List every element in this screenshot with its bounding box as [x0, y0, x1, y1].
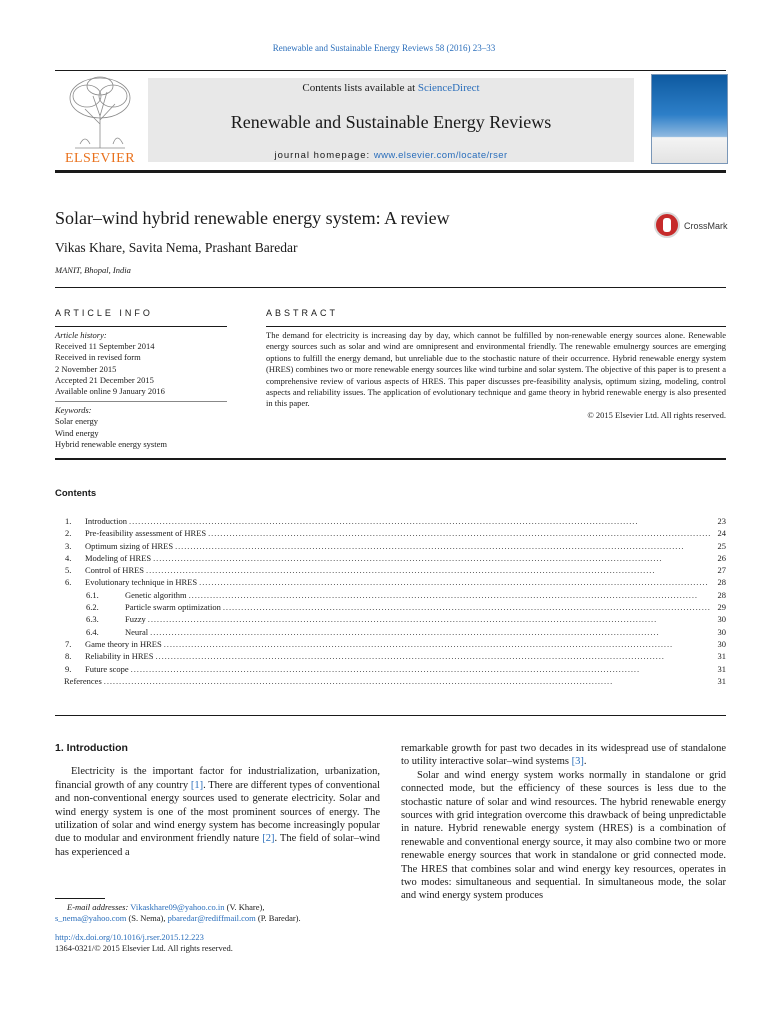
- toc-page-number: 24: [717, 528, 726, 539]
- body-paragraph: Solar and wind energy system works normally in standalone or grid connected mode, but the efficiency of these sources is less due to the stochastic nature of solar and wind resources. The hybrid renewable energy sources with grid integration overcome this drawback of being unpredictable in nature. Hybrid renewable energy system (HRES) is a combination of renewable and conventional energy source, it may also combine two or more renewable energy sources that work in standalone or grid connected mode. The HRES that combines solar and wind energy key resources, operates in two modes: simultaneous and sequential. In simultaneous mode, the solar and wind energy system produces: [401, 769, 726, 902]
- article-history-label: Article history:: [55, 330, 107, 340]
- email-link[interactable]: pbaredar@rediffmail.com: [167, 913, 256, 923]
- paper-title: Solar–wind hybrid renewable energy system: A review: [55, 208, 450, 228]
- email-link[interactable]: s_nema@yahoo.com: [55, 913, 127, 923]
- toc-page-number: 31: [717, 675, 726, 686]
- elsevier-tree-logo: [55, 74, 145, 166]
- toc-label: Evolutionary technique in HRES: [85, 577, 198, 588]
- toc-number: 9.: [65, 663, 72, 674]
- toc-label: Modeling of HRES: [85, 552, 152, 563]
- toc-label: Game theory in HRES: [85, 638, 162, 649]
- journal-title: Renewable and Sustainable Energy Reviews: [230, 112, 552, 132]
- toc-number: 2.: [65, 528, 72, 539]
- journal-homepage-line: [148, 150, 634, 161]
- toc-page-number: 25: [717, 540, 726, 551]
- history-line: Received 11 September 2014: [55, 341, 155, 352]
- citation-link[interactable]: [2]: [262, 833, 275, 845]
- history-line: Available online 9 January 2016: [55, 386, 165, 397]
- toc-leader-dots: [104, 676, 710, 686]
- toc-page-number: 28: [717, 589, 726, 600]
- toc-page-number: 26: [717, 552, 726, 563]
- keywords-rule: [55, 401, 227, 402]
- toc-page-number: 31: [717, 663, 726, 674]
- affiliation: MANIT, Bhopal, India: [55, 265, 131, 275]
- abstract: [266, 308, 726, 421]
- toc-entry[interactable]: [55, 553, 726, 565]
- journal-homepage-link[interactable]: www.elsevier.com/locate/rser: [373, 150, 508, 161]
- toc-entry[interactable]: [55, 664, 726, 676]
- sciencedirect-link[interactable]: ScienceDirect: [417, 82, 480, 94]
- toc-entry[interactable]: [55, 528, 726, 540]
- toc-page-number: 30: [717, 626, 726, 637]
- toc-entry[interactable]: [55, 651, 726, 663]
- article-info: [55, 308, 227, 450]
- toc-leader-dots: [131, 664, 710, 674]
- body-paragraph: Electricity is the important factor for industrialization, urbanization, financial growth of any country [1]. There are different types of conventional and non-conventional energy sources used to generate electricity. Solar and wind energy system is one of the most prominent sources of energy. The utilization of solar and wind energy system has become increasingly popular due to modular and environment friendly nature [2]. The field of solar–wind has experienced a: [55, 766, 380, 858]
- abstract-heading: ABSTRACT: [266, 308, 339, 318]
- toc-number: 6.4.: [86, 626, 99, 637]
- contents-rule: [55, 715, 726, 716]
- toc-page-number: 28: [717, 577, 726, 588]
- toc-number: 7.: [65, 638, 72, 649]
- toc-number: 4.: [65, 552, 72, 563]
- citation-link[interactable]: [3]: [571, 756, 584, 768]
- toc-number: 6.1.: [86, 589, 99, 600]
- toc-number: 5.: [65, 565, 72, 576]
- keyword: Wind energy: [55, 427, 99, 438]
- toc-entry[interactable]: [55, 565, 726, 577]
- title-rule: [55, 287, 726, 288]
- history-line: Accepted 21 December 2015: [55, 374, 154, 385]
- toc-leader-dots: [199, 577, 710, 587]
- toc-leader-dots: [189, 590, 710, 600]
- history-line: Received in revised form: [55, 352, 141, 363]
- toc-number: 1.: [65, 516, 72, 526]
- toc-page-number: 30: [717, 614, 726, 625]
- toc-leader-dots: [150, 627, 710, 637]
- toc-entry[interactable]: [55, 577, 726, 589]
- toc-label: Particle swarm optimization: [125, 602, 221, 613]
- toc-leader-dots: [223, 602, 710, 612]
- toc-number: 6.3.: [86, 614, 99, 625]
- toc-page-number: 30: [717, 638, 726, 649]
- body-column-left: [55, 742, 380, 859]
- toc-label: Reliability in HRES: [85, 651, 154, 662]
- toc-leader-dots: [146, 565, 710, 575]
- journal-cover-thumbnail[interactable]: [651, 74, 728, 164]
- toc-page-number: 29: [717, 602, 726, 613]
- toc-label: Neural: [125, 626, 149, 637]
- body-column-right: [401, 742, 726, 903]
- toc-number: 6.2.: [86, 602, 99, 613]
- toc-page-number: 27: [717, 565, 726, 576]
- footnote-rule: [55, 898, 105, 899]
- toc-leader-dots: [155, 651, 710, 661]
- toc-entry[interactable]: [55, 516, 726, 528]
- top-rule: [55, 70, 726, 71]
- elsevier-wordmark: ELSEVIER: [64, 151, 136, 166]
- doi-block: [55, 932, 233, 954]
- toc-label: Optimum sizing of HRES: [85, 540, 174, 551]
- toc-number: 3.: [65, 540, 72, 551]
- toc-label: Pre-feasibility assessment of HRES: [85, 528, 207, 539]
- toc-label: Future scope: [85, 663, 129, 674]
- masthead: [55, 74, 726, 166]
- contents-available-line: [148, 82, 634, 94]
- doi-link[interactable]: http://dx.doi.org/10.1016/j.rser.2015.12.223: [55, 932, 204, 942]
- abstract-rule-bottom: [55, 458, 726, 460]
- homepage-prefix: journal homepage:: [274, 150, 371, 161]
- toc-entry[interactable]: [55, 590, 726, 602]
- toc-leader-dots: [153, 553, 710, 563]
- table-of-contents: [55, 516, 726, 688]
- article-info-heading: ARTICLE INFO: [55, 308, 153, 318]
- article-info-rule: [55, 326, 227, 327]
- toc-label: Introduction: [85, 516, 128, 526]
- abstract-copyright: © 2015 Elsevier Ltd. All rights reserved.: [587, 409, 726, 420]
- toc-entry[interactable]: [55, 602, 726, 614]
- email-footnote: E-mail addresses: Vikaskhare09@yahoo.co.in (V. Khare), s_nema@yahoo.com (S. Nema), pbaredar@rediffmail.com (P. Baredar).: [55, 898, 380, 924]
- toc-leader-dots: [175, 541, 710, 551]
- crossmark-icon: [654, 212, 680, 238]
- toc-entry[interactable]: [55, 614, 726, 626]
- keyword: Solar energy: [55, 416, 99, 427]
- abstract-rule: [266, 326, 726, 327]
- contents-prefix: Contents lists available at: [302, 82, 416, 94]
- citation-link[interactable]: [1]: [190, 779, 204, 791]
- contents-heading: Contents: [55, 488, 97, 499]
- toc-leader-dots: [208, 528, 710, 538]
- abstract-text: The demand for electricity is increasing day by day, which cannot be fulfilled by non-renewable energy sources alone. Renewable energy sources such as solar and wind are omnipresent and environmental friendly. The renewable emulnergy sources are emerging options to fulfill the energy demand, but unreliable due to the stochastic nature of their occurrence. Hybrid renewable energy system (HRES) combines two or more renewable energy sources like wind turbine and solar system. The objective of this paper is to present a comprehensive review of various aspects of HRES. This paper discusses pre-feasibility analysis, optimum sizing, modeling, control aspects and reliability issues. The application of evolutionary technique and game theory in hybrid renewable energy is also presented in this paper.: [266, 330, 726, 409]
- toc-leader-dots: [148, 614, 710, 624]
- toc-label: References: [64, 675, 102, 686]
- history-line: 2 November 2015: [55, 363, 117, 374]
- toc-entry[interactable]: [55, 676, 726, 688]
- keywords-label: Keywords:: [55, 405, 92, 416]
- crossmark-label: CrossMark: [684, 221, 728, 231]
- journal-banner: [148, 78, 634, 162]
- journal-reference[interactable]: Renewable and Sustainable Energy Reviews 58 (2016) 23–33: [272, 43, 496, 53]
- toc-number: 8.: [65, 651, 72, 662]
- keyword: Hybrid renewable energy system: [55, 438, 167, 449]
- toc-page-number: 31: [717, 651, 726, 662]
- crossmark-badge[interactable]: [654, 212, 730, 240]
- toc-entry[interactable]: [55, 627, 726, 639]
- toc-leader-dots: [164, 639, 710, 649]
- author-list: Vikas Khare, Savita Nema, Prashant Baredar: [55, 240, 298, 255]
- issn-line: 1364-0321/© 2015 Elsevier Ltd. All rights reserved.: [55, 943, 233, 953]
- toc-entry[interactable]: [55, 541, 726, 553]
- toc-label: Genetic algorithm: [125, 589, 187, 600]
- toc-number: 6.: [65, 577, 72, 588]
- toc-leader-dots: [129, 516, 710, 526]
- masthead-rule: [55, 170, 726, 173]
- toc-page-number: 23: [717, 516, 726, 526]
- introduction-heading: 1. Introduction: [55, 742, 128, 754]
- email-link[interactable]: Vikaskhare09@yahoo.co.in: [130, 902, 225, 912]
- body-paragraph: remarkable growth for past two decades in its widespread use of standalone to utility interactive solar–wind systems [3].: [401, 743, 726, 768]
- email-label: E-mail addresses:: [67, 902, 129, 912]
- toc-label: Fuzzy: [125, 614, 146, 625]
- toc-entry[interactable]: [55, 639, 726, 651]
- toc-label: Control of HRES: [85, 565, 145, 576]
